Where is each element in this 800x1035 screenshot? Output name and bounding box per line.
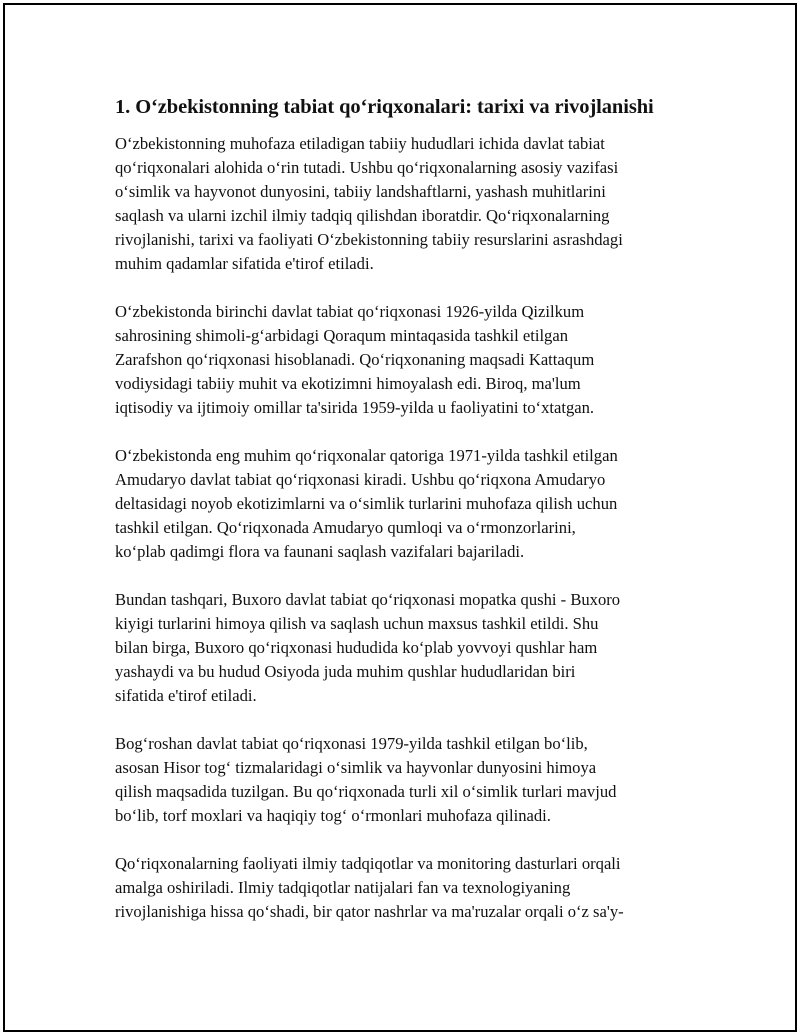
paragraph-line: rivojlanishiga hissa qo‘shadi, bir qator nashrlar va ma'ruzalar orqali o‘z sa'y- (115, 902, 624, 921)
paragraph-line: muhim qadamlar sifatida e'tirof etiladi. (115, 254, 374, 273)
paragraph-line: yashaydi va bu hudud Osiyoda juda muhim qushlar hududlaridan biri (115, 662, 576, 681)
paragraph-line: Zarafshon qo‘riqxonasi hisoblanadi. Qo‘riqxonaning maqsadi Kattaqum (115, 350, 595, 369)
paragraph-line: sifatida e'tirof etiladi. (115, 686, 257, 705)
paragraph-line: qo‘riqxonalari alohida o‘rin tutadi. Ushbu qo‘riqxonalarning asosiy vazifasi (115, 158, 619, 177)
paragraph-line: vodiysidagi tabiiy muhit va ekotizimni himoyalash edi. Biroq, ma'lum (115, 374, 581, 393)
paragraph-line: bilan birga, Buxoro qo‘riqxonasi hududida ko‘plab yovvoyi qushlar ham (115, 638, 598, 657)
paragraph-line: deltasidagi noyob ekotizimlarni va o‘simlik turlarini muhofaza qilish uchun (115, 494, 618, 513)
paragraph-line: O‘zbekistonda birinchi davlat tabiat qo‘riqxonasi 1926-yilda Qizilkum (115, 302, 585, 321)
paragraph-line: O‘zbekistonda eng muhim qo‘riqxonalar qatoriga 1971-yilda tashkil etilgan (115, 446, 618, 465)
paragraph-research (115, 852, 700, 924)
paragraph-line: amalga oshiriladi. Ilmiy tadqiqotlar natijalari fan va texnologiyaning (115, 878, 571, 897)
paragraph-line: ko‘plab qadimgi flora va faunani saqlash vazifalari bajariladi. (115, 542, 525, 561)
paragraph-line: bo‘lib, torf moxlari va haqiqiy tog‘ o‘rmonlari muhofaza qilinadi. (115, 806, 551, 825)
section-title: 1. O‘zbekistonning tabiat qo‘riqxonalari: tarixi va rivojlanishi (115, 96, 654, 118)
paragraph-zarafshon (115, 300, 700, 420)
paragraph-line: o‘simlik va hayvonot dunyosini, tabiiy landshaftlarni, yashash muhitlarini (115, 182, 606, 201)
paragraph-line: saqlash va ularni izchil ilmiy tadqiq qilishdan iboratdir. Qo‘riqxonalarning (115, 206, 610, 225)
paragraph-line: O‘zbekistonning muhofaza etiladigan tabiiy hududlari ichida davlat tabiat (115, 134, 605, 153)
paragraph-line: tashkil etilgan. Qo‘riqxonada Amudaryo qumloqi va o‘rmonzorlarini, (115, 518, 576, 537)
paragraph-line: rivojlanishi, tarixi va faoliyati O‘zbekistonning tabiiy resurslarini asrashdagi (115, 230, 623, 249)
paragraph-amudaryo (115, 444, 700, 564)
paragraph-line: Amudaryo davlat tabiat qo‘riqxonasi kiradi. Ushbu qo‘riqxona Amudaryo (115, 470, 606, 489)
paragraph-line: sahrosining shimoli-g‘arbidagi Qoraqum mintaqasida tashkil etilgan (115, 326, 569, 345)
paragraph-line: Bog‘roshan davlat tabiat qo‘riqxonasi 1979-yilda tashkil etilgan bo‘lib, (115, 734, 588, 753)
paragraph-buxoro (115, 588, 700, 708)
paragraph-line: Qo‘riqxonalarning faoliyati ilmiy tadqiqotlar va monitoring dasturlari orqali (115, 854, 621, 873)
paragraph-line: qilish maqsadida tuzilgan. Bu qo‘riqxonada turli xil o‘simlik turlari mavjud (115, 782, 617, 801)
paragraph-line: Bundan tashqari, Buxoro davlat tabiat qo‘riqxonasi mopatka qushi - Buxoro (115, 590, 621, 609)
paragraph-bogroshan (115, 732, 700, 828)
paragraph-line: asosan Hisor tog‘ tizmalaridagi o‘simlik va hayvonlar dunyosini himoya (115, 758, 597, 777)
document-body (115, 93, 700, 948)
paragraph-line: iqtisodiy va ijtimoiy omillar ta'sirida 1959-yilda u faoliyatini to‘xtatgan. (115, 398, 595, 417)
paragraph-intro (115, 132, 700, 276)
paragraph-line: kiyigi turlarini himoya qilish va saqlash uchun maxsus tashkil etildi. Shu (115, 614, 599, 633)
